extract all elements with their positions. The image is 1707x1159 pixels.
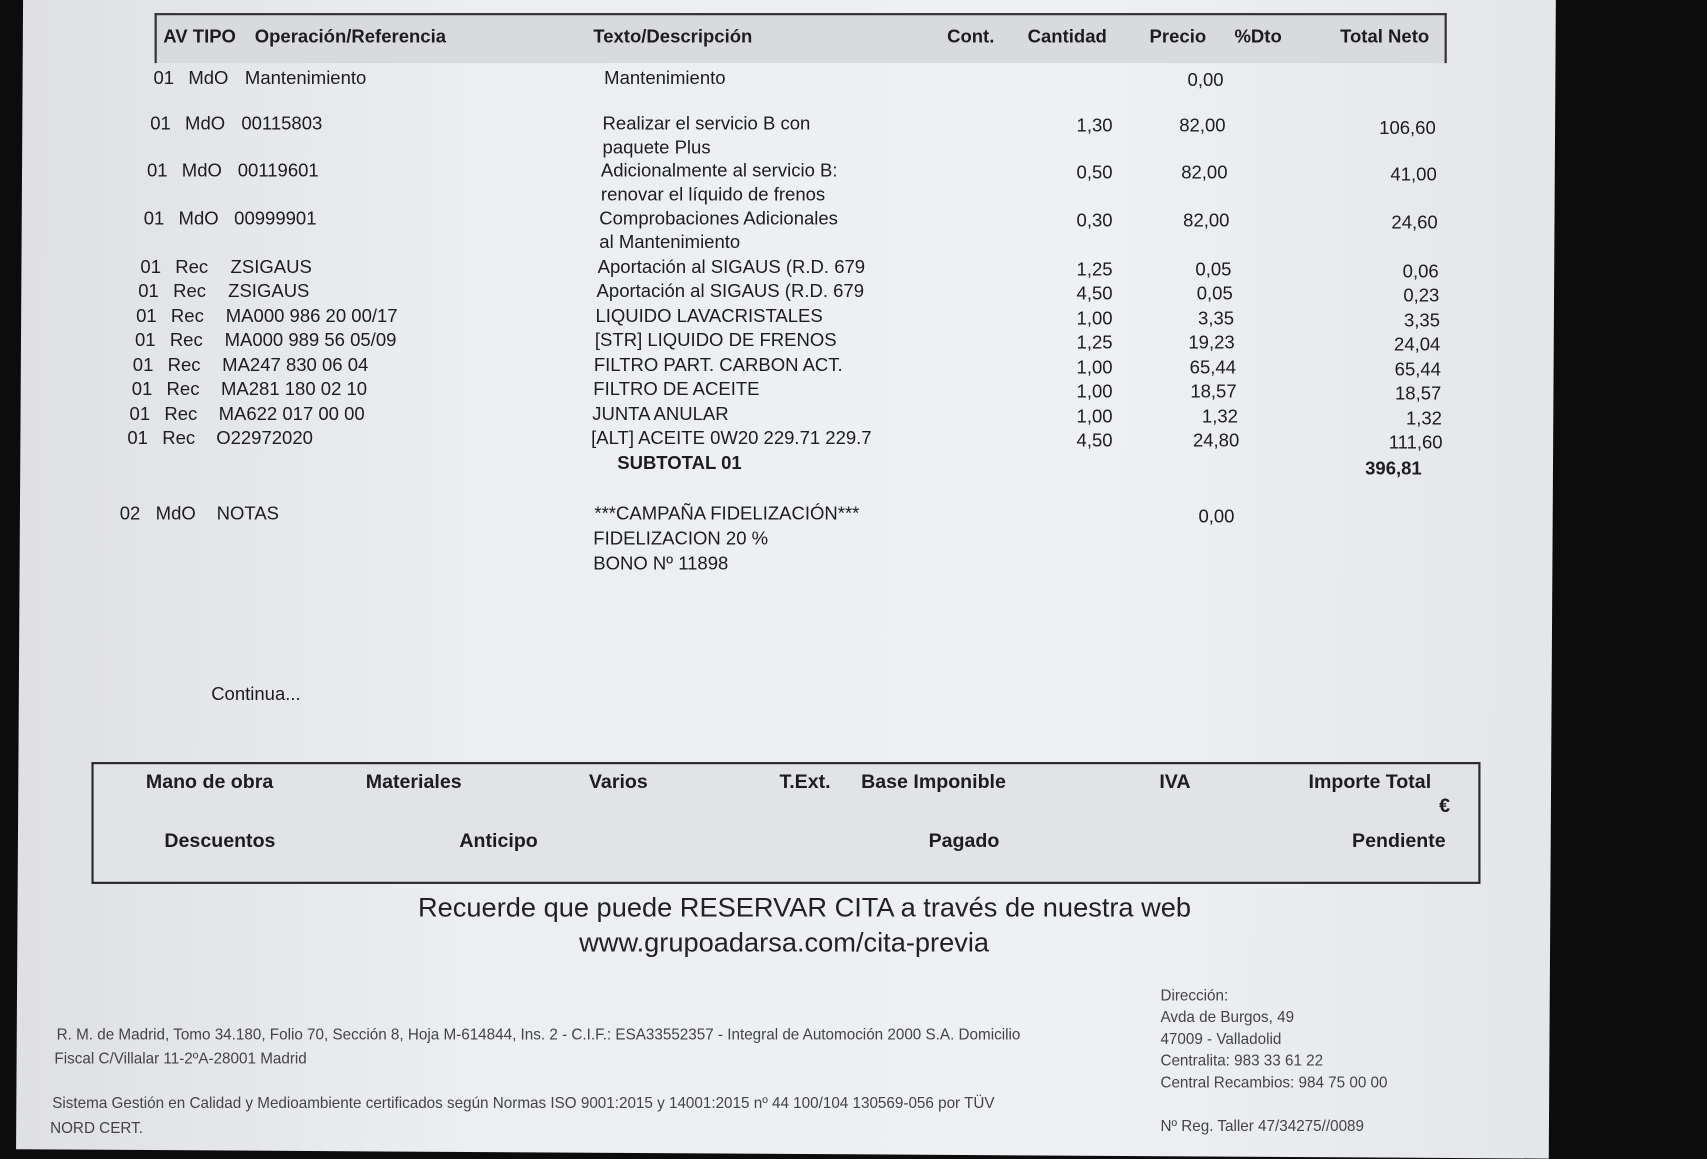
row-ref: 00119601 xyxy=(237,160,319,181)
pagado-label: Pagado xyxy=(928,829,1000,852)
varios-label: Varios xyxy=(588,770,648,793)
row-ref: 00115803 xyxy=(241,113,323,134)
iso-text: Sistema Gestión en Calidad y Medioambiente certificados según Normas ISO 9001:2015 y 14001:2015 nº 44 100/104 130569-056 por TÜV xyxy=(52,1094,995,1112)
row-desc-cont: renovar el líquido de frenos xyxy=(600,183,826,205)
notas-tipo: MdO xyxy=(155,502,196,524)
materiales-label: Materiales xyxy=(365,770,462,793)
row-total: 3,35 xyxy=(1403,310,1441,331)
row-precio: 65,44 xyxy=(1189,357,1237,378)
notas-precio: 0,00 xyxy=(1198,506,1235,527)
row-desc-cont: paquete Plus xyxy=(602,137,711,158)
col-precio: Precio xyxy=(1149,26,1207,47)
row-desc: Aportación al SIGAUS (R.D. 679 xyxy=(596,280,864,302)
row-cantidad: 4,50 xyxy=(1076,283,1113,304)
direccion-label: Dirección: xyxy=(1160,986,1229,1004)
row-total: 106,60 xyxy=(1379,117,1436,139)
col-dto: %Dto xyxy=(1234,26,1282,47)
row-tipo: MdO xyxy=(188,67,229,89)
row-cantidad: 1,00 xyxy=(1076,308,1113,329)
row-desc: Comprobaciones Adicionales xyxy=(599,207,838,229)
col-cantidad: Cantidad xyxy=(1027,26,1107,47)
col-av-tipo: AV TIPO xyxy=(163,26,236,47)
notas-ref: NOTAS xyxy=(216,502,280,524)
subtotal-value: 396,81 xyxy=(1365,458,1422,479)
mano-obra-label: Mano de obra xyxy=(145,770,274,793)
row-total: 0,23 xyxy=(1403,285,1440,306)
subtotal-label: SUBTOTAL 01 xyxy=(617,452,742,474)
row-tipo: MdO xyxy=(181,160,222,181)
row-precio: 18,57 xyxy=(1190,381,1237,402)
row-precio: 19,23 xyxy=(1188,332,1235,353)
iso-text: NORD CERT. xyxy=(50,1119,143,1137)
row-tipo: Rec xyxy=(164,403,198,425)
row-desc: [ALT] ACEITE 0W20 229.71 229.7 xyxy=(591,427,872,449)
row-av: 01 xyxy=(127,427,148,449)
legal-text: R. M. de Madrid, Tomo 34.180, Folio 70, Sección 8, Hoja M-614844, Ins. 2 - C.I.F.: ESA33552357 - Integral de Automoción 2000 S.A. Domicilio xyxy=(56,1025,1021,1043)
row-total: 24,60 xyxy=(1391,212,1438,233)
row-cantidad: 0,30 xyxy=(1076,210,1113,231)
row-precio: 82,00 xyxy=(1179,115,1226,137)
address-street: Avda de Burgos, 49 xyxy=(1160,1008,1295,1026)
notas-line: FIDELIZACION 20 % xyxy=(593,527,769,549)
address-city: 47009 - Valladolid xyxy=(1160,1029,1282,1048)
currency-label: € xyxy=(1439,794,1451,817)
row-ref: MA622 017 00 00 xyxy=(218,403,365,425)
row-precio: 24,80 xyxy=(1192,429,1240,451)
row-av: 01 xyxy=(131,378,153,400)
notas-line: ***CAMPAÑA FIDELIZACIÓN*** xyxy=(594,502,860,524)
row-av: 01 xyxy=(129,403,151,425)
row-ref: MA000 986 20 00/17 xyxy=(225,305,398,327)
row-av: 01 xyxy=(138,280,159,302)
row-desc: JUNTA ANULAR xyxy=(592,403,729,425)
row-desc: Realizar el servicio B con xyxy=(602,113,811,134)
anticipo-label: Anticipo xyxy=(459,829,538,852)
row-cantidad: 1,30 xyxy=(1076,115,1113,137)
notas-av: 02 xyxy=(119,502,141,524)
row-av: 01 xyxy=(134,329,156,351)
row-total: 18,57 xyxy=(1394,383,1442,404)
row-total: 1,32 xyxy=(1405,408,1442,429)
row-precio: 0,00 xyxy=(1187,69,1224,91)
text-label: T.Ext. xyxy=(779,770,831,793)
row-av: 01 xyxy=(146,160,168,181)
row-cantidad: 1,00 xyxy=(1076,406,1113,427)
row-tipo: Rec xyxy=(170,305,204,327)
row-av: 01 xyxy=(143,207,165,229)
row-total: 0,06 xyxy=(1402,261,1439,282)
row-precio: 3,35 xyxy=(1198,308,1235,329)
row-cantidad: 1,25 xyxy=(1076,332,1113,353)
centralita-phone: Centralita: 983 33 61 22 xyxy=(1160,1051,1324,1070)
row-ref: MA247 830 06 04 xyxy=(222,354,369,376)
row-desc: Aportación al SIGAUS (R.D. 679 xyxy=(597,256,866,278)
row-av: 01 xyxy=(140,256,162,278)
recambios-phone: Central Recambios: 984 75 00 00 xyxy=(1160,1073,1388,1091)
descuentos-label: Descuentos xyxy=(164,829,276,852)
row-desc: Mantenimiento xyxy=(604,67,726,89)
base-imponible-label: Base Imponible xyxy=(861,770,1006,793)
row-tipo: MdO xyxy=(185,113,226,134)
row-total: 65,44 xyxy=(1394,359,1441,380)
row-tipo: Rec xyxy=(175,256,209,278)
row-tipo: Rec xyxy=(173,280,207,302)
row-precio: 82,00 xyxy=(1183,210,1230,231)
col-texto: Texto/Descripción xyxy=(593,26,753,47)
row-precio: 1,32 xyxy=(1201,406,1238,427)
row-desc-cont: al Mantenimiento xyxy=(599,231,741,253)
row-tipo: Rec xyxy=(169,329,203,351)
legal-text: Fiscal C/Villalar 11-2ºA-28001 Madrid xyxy=(54,1049,307,1067)
row-cantidad: 0,50 xyxy=(1076,162,1113,183)
row-desc: FILTRO PART. CARBON ACT. xyxy=(593,354,843,376)
row-ref: MA281 180 02 10 xyxy=(220,378,368,400)
row-ref: 00999901 xyxy=(234,207,317,229)
row-ref: ZSIGAUS xyxy=(228,280,310,302)
registro-taller: Nº Reg. Taller 47/34275//0089 xyxy=(1160,1116,1364,1135)
table-header xyxy=(155,13,1447,63)
importe-total-label: Importe Total xyxy=(1308,770,1432,793)
row-av: 01 xyxy=(153,67,175,89)
notas-line: BONO Nº 11898 xyxy=(593,553,729,574)
col-cont: Cont. xyxy=(947,26,995,47)
row-tipo: MdO xyxy=(178,207,219,229)
row-cantidad: 1,00 xyxy=(1076,381,1113,402)
col-operacion: Operación/Referencia xyxy=(254,26,447,47)
row-tipo: Rec xyxy=(166,378,200,400)
row-tipo: Rec xyxy=(167,354,201,376)
row-av: 01 xyxy=(132,354,154,376)
row-ref: O22972020 xyxy=(216,427,313,449)
row-ref: MA000 989 56 05/09 xyxy=(224,329,397,351)
continua-label: Continua... xyxy=(211,683,301,705)
row-total: 111,60 xyxy=(1388,432,1443,453)
row-cantidad: 1,25 xyxy=(1076,259,1113,280)
row-av: 01 xyxy=(150,113,171,134)
row-cantidad: 1,00 xyxy=(1076,357,1113,378)
totals-box xyxy=(91,762,1480,884)
row-tipo: Rec xyxy=(162,427,196,449)
row-av: 01 xyxy=(136,305,157,327)
reservar-cita-text: Recuerde que puede RESERVAR CITA a través de nuestra web xyxy=(418,892,1192,924)
row-ref: ZSIGAUS xyxy=(230,256,312,278)
row-desc: FILTRO DE ACEITE xyxy=(593,378,760,400)
row-cantidad: 4,50 xyxy=(1076,429,1113,451)
col-total: Total Neto xyxy=(1340,26,1430,47)
row-precio: 82,00 xyxy=(1181,162,1228,183)
row-desc: [STR] LIQUIDO DE FRENOS xyxy=(594,329,837,351)
row-total: 41,00 xyxy=(1390,164,1437,186)
row-desc: LIQUIDO LAVACRISTALES xyxy=(595,305,823,327)
row-ref: Mantenimiento xyxy=(244,67,367,89)
row-precio: 0,05 xyxy=(1196,283,1233,304)
row-total: 24,04 xyxy=(1394,334,1441,355)
iva-label: IVA xyxy=(1159,770,1191,793)
row-desc: Adicionalmente al servicio B: xyxy=(600,160,838,181)
pendiente-label: Pendiente xyxy=(1352,829,1446,852)
row-precio: 0,05 xyxy=(1195,259,1232,280)
cita-previa-link[interactable]: www.grupoadarsa.com/cita-previa xyxy=(579,927,990,958)
